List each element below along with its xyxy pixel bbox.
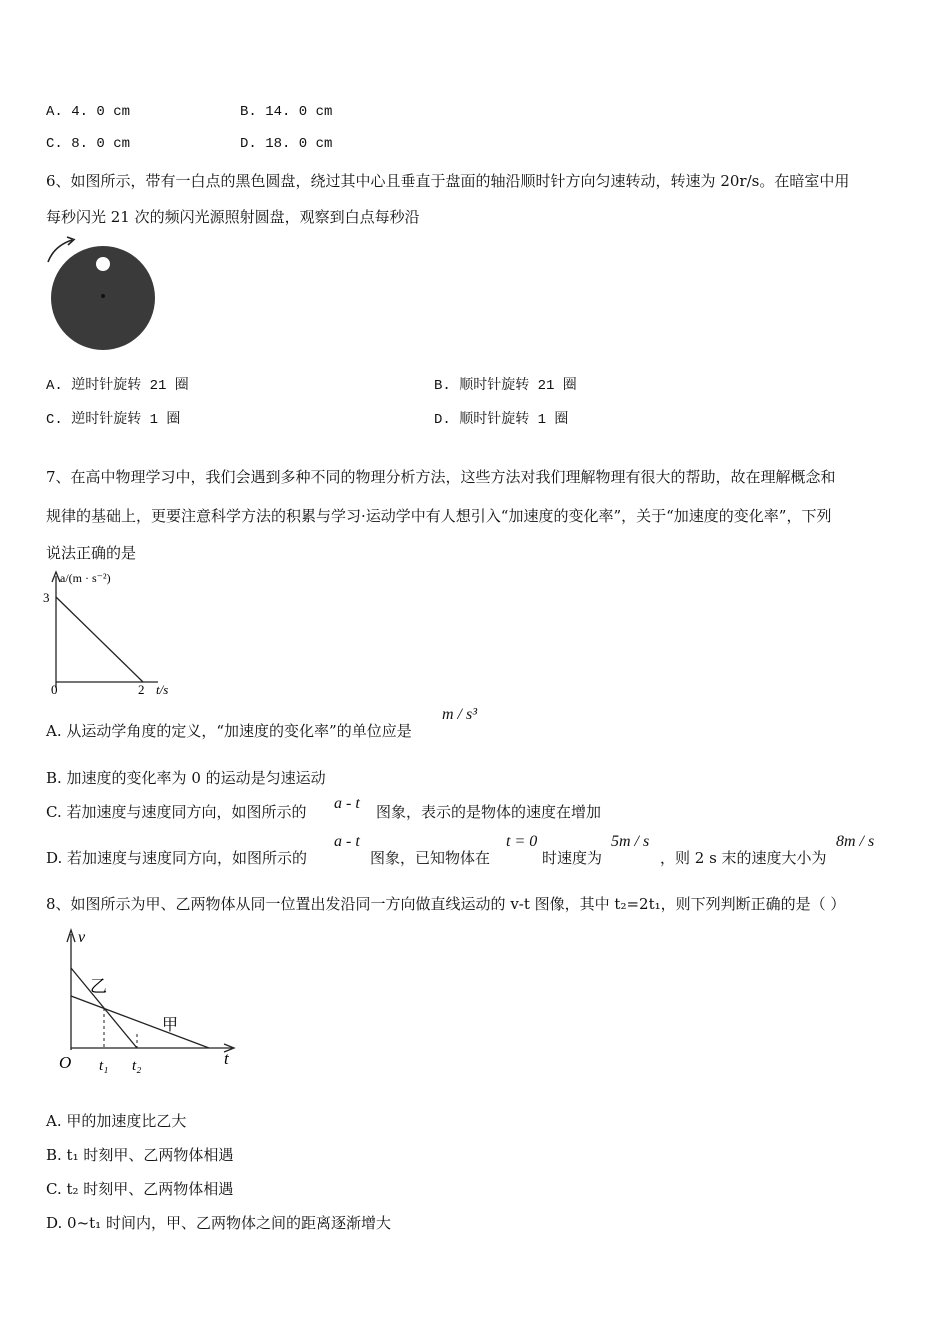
clockwise-arrow-icon [48,240,72,262]
yi-label: 乙 [90,977,107,996]
t-tick-2: 2 [138,682,145,697]
a-t-line [56,597,143,682]
q7-option-d-math2: t = 0 [506,833,538,850]
q8-stem-line1: 8、如图所示为甲、乙两物体从同一位置出发沿同一方向做直线运动的 v-t 图像，其中 t₂=2t₁，则下列判断正确的是（ ） [46,895,846,913]
q6-stem-line1: 6、如图所示，带有一白点的黑色圆盘，绕过其中心且垂直于盘面的轴沿顺时针方向匀速转动，转速为 20r/s。在暗室中用 [46,172,850,190]
q6-option-b: B. 顺时针旋转 21 圈 [434,378,577,394]
q7-option-d-pre: D. 若加速度与速度同方向，如图所示的 [46,849,308,867]
jia-label: 甲 [162,1017,179,1034]
line-jia [71,996,209,1048]
q5-option-a: A. 4. 0 cm [46,104,131,120]
a-t-graph [40,566,190,701]
q7-option-d-math1: a - t [334,833,360,850]
q8-option-b: B. t₁ 时刻甲、乙两物体相遇 [46,1146,234,1164]
white-dot [96,257,110,271]
disk-center [101,294,105,298]
q7-option-d-mid3: ，则 2 s 末的速度大小为 [660,849,827,867]
v-t-graph [52,924,252,1079]
q7-option-d-mid2: 时速度为 [542,849,603,867]
q8-option-d: D. 0~t₁ 时间内，甲、乙两物体之间的距离逐渐增大 [46,1214,391,1232]
t-axis-label: t/s [156,682,169,697]
q7-option-c-math: a - t [334,795,360,812]
q5-option-d: D. 18. 0 cm [240,136,333,152]
t2-label: t₂ [132,1058,142,1074]
q6-stem-line2: 每秒闪光 21 次的频闪光源照射圆盘，观察到白点每秒沿 [46,208,420,226]
q7-stem-line1: 7、在高中物理学习中，我们会遇到多种不同的物理分析方法，这些方法对我们理解物理有很大的帮助，故在理解概念和 [46,468,836,486]
q8-option-a: A. 甲的加速度比乙大 [46,1112,187,1130]
v-axis-label: v [78,929,86,946]
q7-option-d-math4: 8m / s [836,833,875,850]
q7-option-a: A. 从运动学角度的定义，“加速度的变化率”的单位应是 [46,722,412,740]
t-axis-label: t [224,1049,229,1068]
q6-option-a: A. 逆时针旋转 21 圈 [46,378,189,394]
q7-stem-line3: 说法正确的是 [46,544,137,562]
t1-label: t₁ [99,1058,109,1074]
q7-option-d-math3: 5m / s [611,833,650,850]
q7-option-c-post: 图象，表示的是物体的速度在增加 [376,803,602,821]
q7-option-a-unit: m / s³ [442,706,478,723]
q6-option-d: D. 顺时针旋转 1 圈 [434,412,569,428]
rotating-disk-figure [44,236,164,356]
a-tick-3: 3 [43,590,50,605]
q8-option-c: C. t₂ 时刻甲、乙两物体相遇 [46,1180,234,1198]
q7-stem-line2: 规律的基础上，更要注意科学方法的积累与学习·运动学中有人想引入“加速度的变化率”，关于“加速度的变化率”，下列 [46,507,832,525]
q5-option-c: C. 8. 0 cm [46,136,131,152]
q7-option-b: B. 加速度的变化率为 0 的运动是匀速运动 [46,769,326,787]
origin-O: O [59,1053,72,1072]
q6-option-c: C. 逆时针旋转 1 圈 [46,412,181,428]
a-axis-label: a/(m · s⁻²) [60,571,111,585]
q7-option-d-mid1: 图象，已知物体在 [370,849,491,867]
q5-option-b: B. 14. 0 cm [240,104,333,120]
q7-option-c-pre: C. 若加速度与速度同方向，如图所示的 [46,803,307,821]
origin-label: 0 [51,682,58,697]
